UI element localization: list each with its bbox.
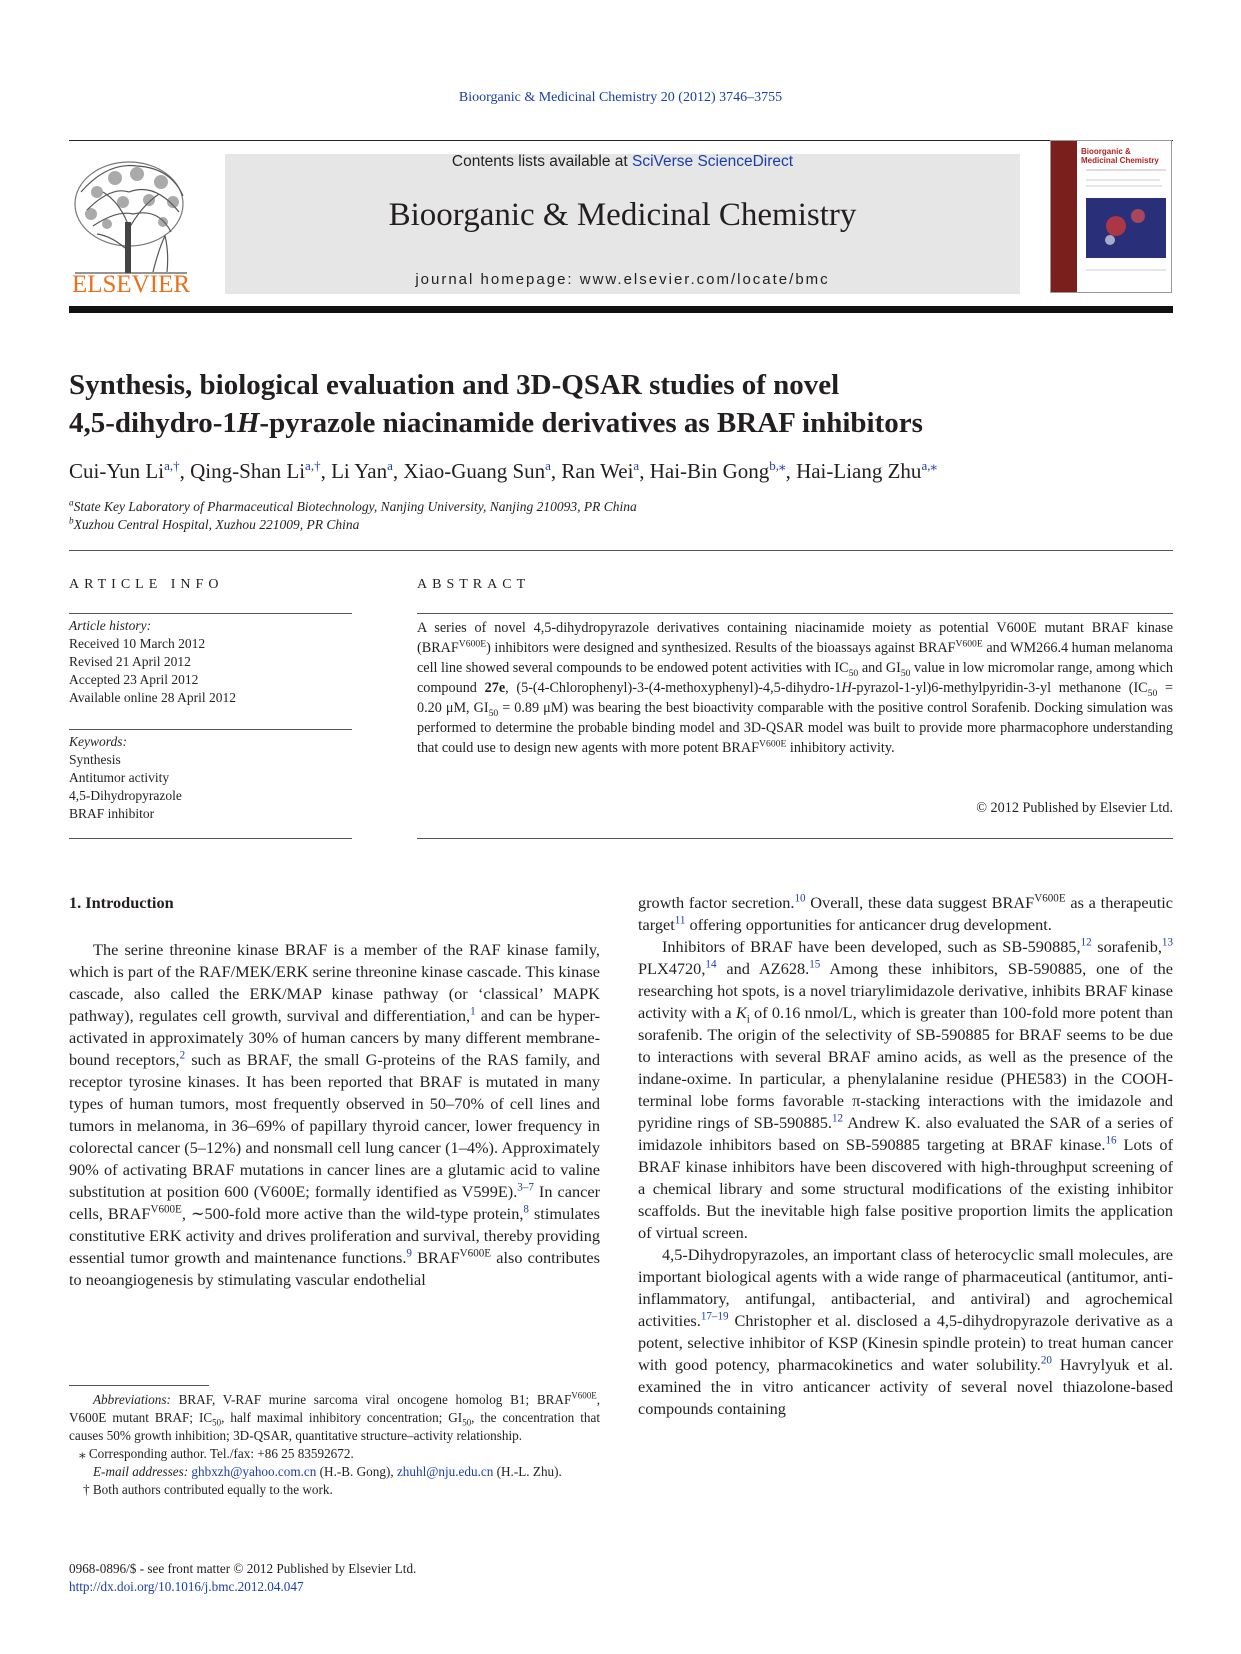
- issn-line: 0968-0896/$ - see front matter © 2012 Published by Elsevier Ltd.: [69, 1561, 417, 1576]
- contents-prefix: Contents lists available at: [451, 153, 632, 170]
- equal-contribution-footnote: † Both authors contributed equally to the work.: [83, 1482, 333, 1497]
- affiliation-b: $^b$Xuzhou Central Hospital, Xuzhou 221009, PR China: [69, 515, 360, 532]
- author[interactable]: Ran Wei$^a$: [561, 458, 640, 483]
- keyword: Antitumor activity: [69, 770, 170, 785]
- author[interactable]: Qing-Shan $Li^{a,\dagger}$: [190, 458, 321, 483]
- corresponding-footnote: ⁎ Corresponding author. Tel./fax: +86 25 83592672.: [79, 1446, 354, 1461]
- abstract-text: A series of novel 4,5-dihydropyrazole derivatives containing niacinamide moiety as potential V600E mutant BRAF kinase $(BRAF^{V600E})$ inhibitors were designed and synthesized. Results of the bioassays against $BRAF^{V600E}$ and WM266.4 human melanoma cell line showed several compounds to be endowed potent activities with $IC_{50}$ and $GI_{50}$ value in low micromolar range, among which compound 27e, (5-(4-Chlorophenyl)-3-(4-methoxyphenyl)-4,5-dihydro-1H-pyrazol-1-yl)6-methylpyridin-3-yl methanone ($IC_{50} = 0.20$ μM, $GI_{50} = 0.89$ μM) was bearing the best bioactivity comparable with the positive control Sorafenib. Docking simulation was performed to determine the probable binding model and 3D-QSAR model was built to provide more pharmacophore understanding that could use to design new agents with more potent $BRAF^{V600E}$ inhibitory activity.: [417, 620, 1173, 756]
- author[interactable]: Cui-Yun $Li^{a,\dagger}$: [69, 458, 180, 483]
- elsevier-logo: [67, 152, 195, 294]
- title-line-2: 4,5-dihydro-1H-pyrazole niacinamide derivatives as BRAF inhibitors: [69, 407, 923, 439]
- doi-link[interactable]: http://dx.doi.org/10.1016/j.bmc.2012.04.047: [69, 1579, 304, 1594]
- paragraph: Inhibitors of BRAF have been developed, such as SB-590885,12 sorafenib,$^{13}$ PLX4720,14 and AZ628.15 Among these inhibitors, SB-590885, one of the researching hot spots, is a novel triarylimidazole derivative, inhibits BRAF kinase activity with a $K_i$ of 0.16 nmol/L, which is greater than 100-fold more potent than sorafenib. The origin of the selectivity of SB-590885 for BRAF seems to be due to interactions with several BRAF amino acids, as well as the presence of the indane-oxime. In particular, a phenylalanine residue (PHE583) in the COOH-terminal lobe forms favorable π-stacking interactions with the imidazole and pyridine rings of SB-590885.12 Andrew K. also evaluated the SAR of a series of imidazole inhibitors based on SB-590885 targeting at BRAF kinase.$^{16}$ Lots of BRAF kinase inhibitors have been discovered with high-throughput screening of a chemical library and some structural modifications of the existing inhibitor scaffolds. But the inevitable high false positive proportion limits the application of virtual screen.: [638, 936, 1173, 1242]
- footnote-rule: [69, 1385, 209, 1386]
- footnotes: [69, 1391, 600, 1499]
- elsevier-tree-icon: [67, 152, 195, 294]
- body-column-left: [69, 939, 600, 1291]
- journal-name: Bioorganic & Medicinal Chemistry: [388, 197, 857, 233]
- email-link[interactable]: zhuhl@nju.edu.cn: [396, 1464, 494, 1479]
- journal-citation[interactable]: [0, 90, 1241, 106]
- info-rule: [69, 613, 352, 614]
- keywords: Keywords: Synthesis Antitumor activity 4,5-Dihydropyrazole BRAF inhibitor: [69, 733, 352, 823]
- email-link[interactable]: ghbxzh@yahoo.com.cn: [191, 1464, 317, 1479]
- journal-homepage[interactable]: journal homepage: www.elsevier.com/locate/bmc: [415, 271, 830, 288]
- info-rule: [69, 729, 352, 730]
- header-rule: [69, 140, 1173, 141]
- paragraph: The serine threonine kinase BRAF is a member of the RAF kinase family, which is part of the RAF/MEK/ERK serine threonine kinase cascade. This kinase cascade, also called the ERK/MAP kinase pathway (or ‘classical’ MAPK pathway), regulates cell growth, survival and differentiation,$^1$ and can be hyper-activated in approximately 30% of human cancers by many different membrane-bound receptors,$^2$ such as BRAF, the small G-proteins of the RAS family, and receptor tyrosine kinases. It has been reported that BRAF is mutated in many types of human tumors, most frequently observed in 50–70% of cell lines and tumors in melanoma, in 36–69% of papillary thyroid cancer, lower frequency in colorectal cancer (5–12%) and nonsmall cell lung cancer (1–4%). Approximately 90% of activating BRAF mutations in cancer lines are a glutamic acid to valine substitution at position 600 (V600E; formally identified as V599E).$^{3-7}$ In cancer cells, $BRAF^{V600E}$, ∼500-fold more active than the wild-type protein,$^8$ stimulates constitutive ERK activity and drives proliferation and survival, thereby providing essential tumor growth and maintenance functions.$^9$ $BRAF^{V600E}$ also contributes to neoangiogenesis by stimulating vascular endothelial: [69, 940, 601, 1289]
- keyword: 4,5-Dihydropyrazole: [69, 788, 182, 803]
- section-heading: 1. Introduction: [69, 893, 174, 912]
- paragraph: growth factor secretion.$^{10}$ Overall, these data suggest $BRAF^{V600E}$ as a therapeutic target$^{11}$ offering opportunities for anticancer drug development.: [638, 892, 1173, 934]
- abstract-rule: [417, 838, 1173, 839]
- header-thick-rule: [69, 306, 1173, 313]
- citation-link[interactable]: Bioorganic & Medicinal Chemistry 20 (2012) 3746–3755: [458, 90, 783, 105]
- abstract-copyright: © 2012 Published by Elsevier Ltd.: [976, 800, 1173, 816]
- title-line-1: Synthesis, biological evaluation and 3D-QSAR studies of novel: [69, 369, 840, 401]
- front-matter: [69, 1560, 416, 1596]
- info-rule: [69, 838, 352, 839]
- author[interactable]: Hai-Liang Zhu$^{a,⁎}$: [796, 458, 937, 483]
- sciencedirect-link[interactable]: SciVerse ScienceDirect: [631, 153, 794, 170]
- journal-cover-thumbnail: [1050, 140, 1172, 293]
- affiliation-rule: [69, 550, 1173, 551]
- cover-title: Bioorganic & Medicinal Chemistry: [1081, 147, 1159, 165]
- article-history: Article history: Received 10 March 2012 Revised 21 April 2012 Accepted 23 April 2012 Available online 28 April 2012: [69, 618, 236, 705]
- paragraph: 4,5-Dihydropyrazoles, an important class of heterocyclic small molecules, are important biological agents with a wide range of pharmaceutical (antitumor, anti-inflammatory, antifungal, antibacterial, and antiviral) and agrochemical activities.$^{17-19}$ Christopher et al. disclosed a 4,5-dihydropyrazole derivative as a potent, selective inhibitor of KSP (Kinesin spindle protein) to treat human cancer with good potency, pharmacokinetics and water solubility.$^{20}$ Havrylyuk et al. examined the in vitro anticancer activity of several novel thiazolone-based compounds containing: [638, 1245, 1174, 1418]
- abbreviations-footnote: Abbreviations: BRAF, V-RAF murine sarcoma viral oncogene homolog B1; $BRAF^{V600E}$, V600E mutant BRAF; $IC_{50}$, half maximal inhibitory concentration; $GI_{50}$, the concentration that causes 50% growth inhibition; 3D-QSAR, quantitative structure–activity relationship.: [69, 1390, 600, 1443]
- abstract-heading: ABSTRACT: [417, 577, 531, 592]
- elsevier-wordmark: ELSEVIER: [71, 271, 191, 294]
- article-title: [69, 366, 1169, 442]
- keyword: BRAF inhibitor: [69, 806, 155, 821]
- article-info-heading: ARTICLE INFO: [69, 577, 224, 592]
- body-column-right: [638, 892, 1173, 1420]
- author[interactable]: Hai-Bin Gong$^{b,⁎}$: [649, 458, 786, 483]
- author[interactable]: Li Yan$^a$: [331, 458, 393, 483]
- email-footnote: E-mail addresses: ghbxzh@yahoo.com.cn (H.-B. Gong), zhuhl@nju.edu.cn (H.-L. Zhu).: [93, 1464, 562, 1479]
- affiliation-a: $^a$State Key Laboratory of Pharmaceutical Biotechnology, Nanjing University, Nanjing 210093, PR China: [69, 497, 637, 514]
- author[interactable]: Xiao-Guang Sun$^a$: [403, 458, 551, 483]
- contents-line: [225, 153, 1020, 171]
- author-list: Cui-Yun $Li^{a,\dagger}$, Qing-Shan $Li^{a,\dagger}$, Li Yan$^a$, Xiao-Guang Sun$^a$, Ran Wei$^a$, Hai-Bin Gong$^{b,⁎}$, Hai-Liang Zhu$^{a,⁎}$: [69, 458, 937, 483]
- keyword: Synthesis: [69, 752, 121, 767]
- abstract-rule: [417, 613, 1173, 614]
